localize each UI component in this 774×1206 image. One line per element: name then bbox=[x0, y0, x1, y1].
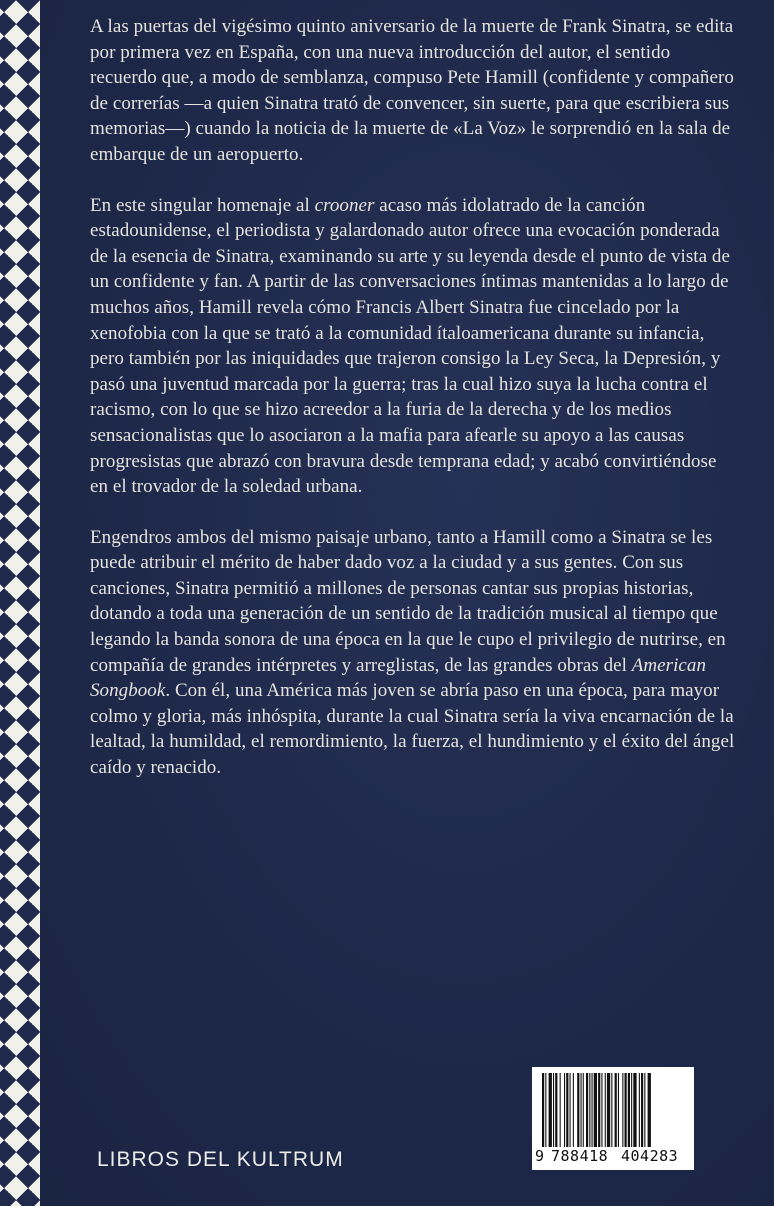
paragraph-3 bbox=[90, 525, 738, 781]
paragraph-1: A las puertas del vigésimo quinto aniversario de la muerte de Frank Sinatra, se edita por primera vez en España, con una nueva introducción del autor, el sentido recuerdo que, a modo de semblanza, compuso Pete Hamill (confidente y compañero de correrías —a quien Sinatra trató de convencer, sin suerte, para que escribiera sus memorias—) cuando la noticia de la muerte de «La Voz» le sorprendió en la sala de embarque de un aeropuerto. bbox=[90, 16, 734, 165]
isbn-barcode bbox=[532, 1067, 694, 1170]
barcode-number bbox=[532, 1147, 694, 1167]
publisher-logo: LIBROS DEL KULTRUM bbox=[97, 1148, 344, 1171]
paragraph-3-part-a: Engendros ambos del mismo paisaje urbano, tanto a Hamill como a Sinatra se les puede atribuir el mérito de haber dado voz a la ciudad y a sus gentes. Con sus canciones, Sinatra permitió a millones de personas cantar sus propias historias, dotando a toda una generación de un sentido de la tradición musical al tiempo que legando la banda sonora de una época en la que le cupo el privilegio de nutrirse, en compañía de grandes intérpretes y arreglistas, de las grandes obras del bbox=[90, 526, 726, 676]
barcode-group-left: 788418 bbox=[551, 1147, 609, 1165]
paragraph-3-part-b: . Con él, una América más joven se abría paso en una época, para mayor colmo y gloria, más inhóspita, durante la cual Sinatra sería la viva encarnación de la lealtad, la humildad, el remordimiento, la fuerza, el hundimiento y el éxito del ángel caído y renacido. bbox=[90, 680, 735, 779]
paragraph-2-italic: crooner bbox=[314, 194, 375, 216]
paragraph-2 bbox=[90, 193, 738, 500]
barcode-bars bbox=[542, 1073, 686, 1147]
diamond-edge-pattern bbox=[0, 0, 40, 1206]
paragraph-2-part-b: acaso más idolatrado de la canción estadounidense, el periodista y galardonado autor ofrece una evocación ponderada de la esencia de Sinatra, examinando su arte y su leyenda desde el punto de vista de un confidente y fan. A partir de las conversaciones íntimas mantenidas a lo largo de muchos años, Hamill revela cómo Francis Albert Sinatra fue cincelado por la xenofobia con la que se trató a la comunidad ítaloamericana durante su infancia, pero también por las iniquidades que trajeron consigo la Ley Seca, la Depresión, y pasó una juventud marcada por la guerra; tras la cual hizo suya la lucha contra el racismo, con lo que se hizo acreedor a la furia de la derecha y de los medios sensacionalistas que lo asociaron a la mafia para afearle su apoyo a las causas progresistas que abrazó con bravura desde temprana edad; y acabó convirtiéndose en el trovador de la soledad urbana. bbox=[90, 194, 730, 498]
barcode-digit-first: 9 bbox=[535, 1147, 545, 1165]
paragraph-2-part-a: En este singular homenaje al bbox=[90, 194, 315, 216]
barcode-group-right: 404283 bbox=[621, 1147, 679, 1165]
paragraph-3-italic: American Songbook bbox=[90, 654, 707, 702]
synopsis-text bbox=[90, 14, 738, 806]
